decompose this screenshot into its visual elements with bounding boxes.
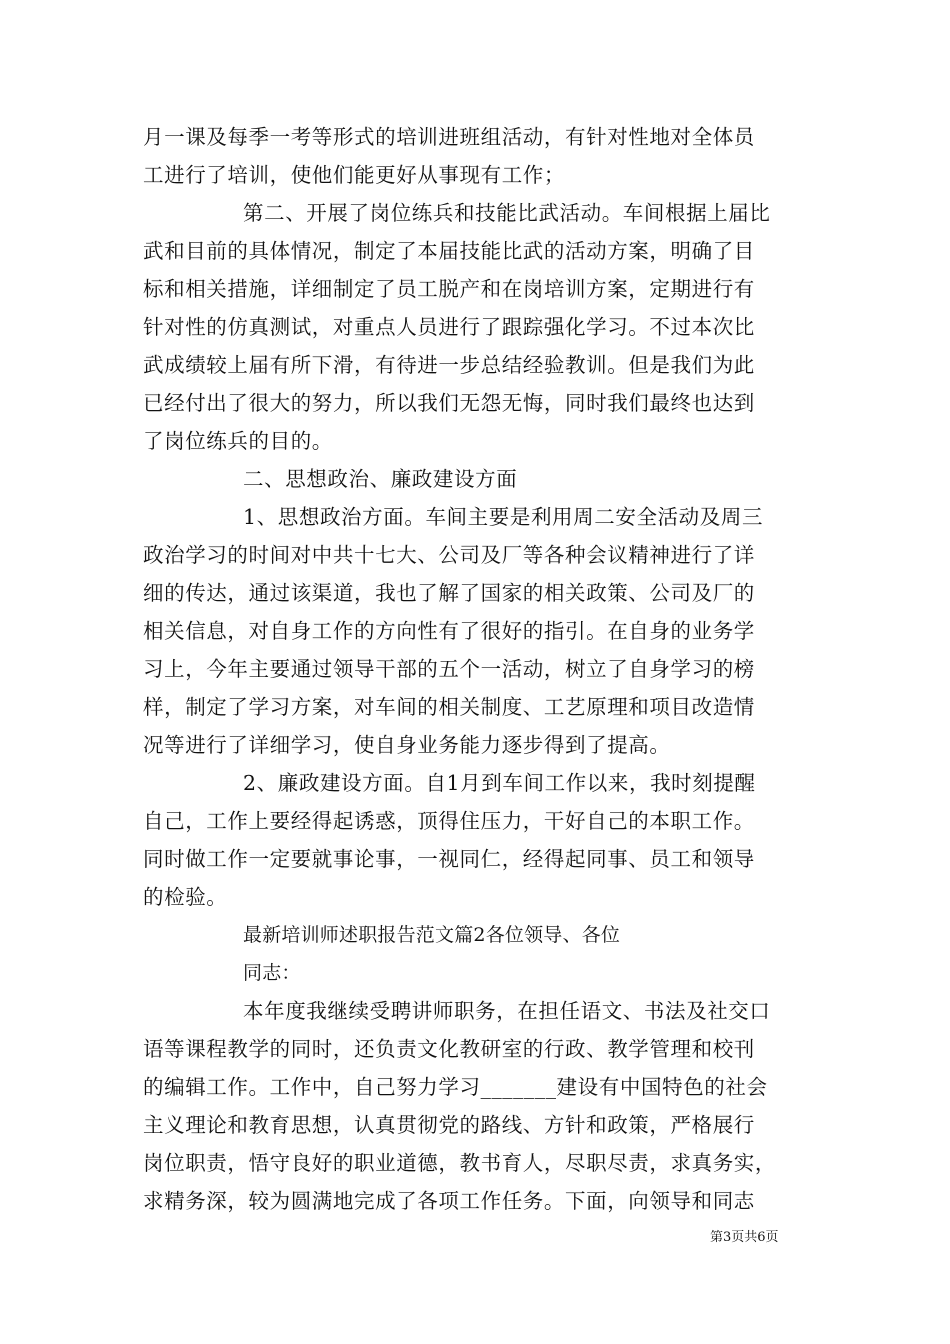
section-heading: 二、思想政治、廉政建设方面 — [243, 467, 518, 491]
text-line: 主义理论和教育思想，认真贯彻党的路线、方针和政策，严格展行 — [143, 1113, 755, 1137]
paragraph-start-line: 2、廉政建设方面。自1月到车间工作以来，我时刻提醒 — [243, 771, 756, 795]
text-line: 相关信息，对自身工作的方向性有了很好的指引。在自身的业务学 — [143, 619, 755, 643]
document-body — [143, 118, 808, 1220]
text-line: 了岗位练兵的目的。 — [143, 429, 333, 453]
article-title-line: 最新培训师述职报告范文篇2各位领导、各位 — [243, 924, 621, 946]
text-line: 自己，工作上要经得起诱惑，顶得住压力，干好自己的本职工作。 — [143, 809, 755, 833]
text-line: 求精务深，较为圆满地完成了各项工作任务。下面，向领导和同志 — [143, 1189, 755, 1213]
text-line: 武和目前的具体情况，制定了本届技能比武的活动方案，明确了目 — [143, 239, 755, 263]
text-line: 月一课及每季一考等形式的培训进班组活动，有针对性地对全体员 — [143, 125, 755, 149]
page-number: 第3页共6页 — [710, 1230, 779, 1245]
text-line: 武成绩较上届有所下滑，有待进一步总结经验教训。但是我们为此 — [143, 353, 755, 377]
text-line: 针对性的仿真测试，对重点人员进行了跟踪强化学习。不过本次比 — [143, 315, 755, 339]
text-line: 习上，今年主要通过领导干部的五个一活动，树立了自身学习的榜 — [143, 657, 755, 681]
text-line: 细的传达，通过该渠道，我也了解了国家的相关政策、公司及厂的 — [143, 581, 755, 605]
text-line: 的检验。 — [143, 885, 228, 909]
text-line: 政治学习的时间对中共十七大、公司及厂等各种会议精神进行了详 — [143, 543, 755, 567]
text-line: 标和相关措施，详细制定了员工脱产和在岗培训方案，定期进行有 — [143, 277, 755, 301]
text-line: 已经付出了很大的努力，所以我们无怨无悔，同时我们最终也达到 — [143, 391, 755, 415]
salutation-line: 同志： — [243, 962, 301, 984]
text-line: 同时做工作一定要就事论事，一视同仁，经得起同事、员工和领导 — [143, 847, 755, 871]
text-line: 工进行了培训，使他们能更好从事现有工作； — [143, 163, 565, 187]
text-line: 况等进行了详细学习，使自身业务能力逐步得到了提高。 — [143, 733, 671, 757]
paragraph-start-line: 1、思想政治方面。车间主要是利用周二安全活动及周三 — [243, 505, 764, 529]
text-line: 的编辑工作。工作中，自己努力学习_______建设有中国特色的社会 — [143, 1075, 768, 1099]
paragraph-start-line: 本年度我继续受聘讲师职务，在担任语文、书法及社交口 — [243, 999, 771, 1023]
text-line: 语等课程教学的同时，还负责文化教研室的行政、教学管理和校刊 — [143, 1037, 755, 1061]
text-line: 样，制定了学习方案，对车间的相关制度、工艺原理和项目改造情 — [143, 695, 755, 719]
paragraph-start-line: 第二、开展了岗位练兵和技能比武活动。车间根据上届比 — [243, 201, 771, 225]
text-line: 岗位职责，悟守良好的职业道德，教书育人，尽职尽责，求真务实， — [143, 1151, 776, 1175]
